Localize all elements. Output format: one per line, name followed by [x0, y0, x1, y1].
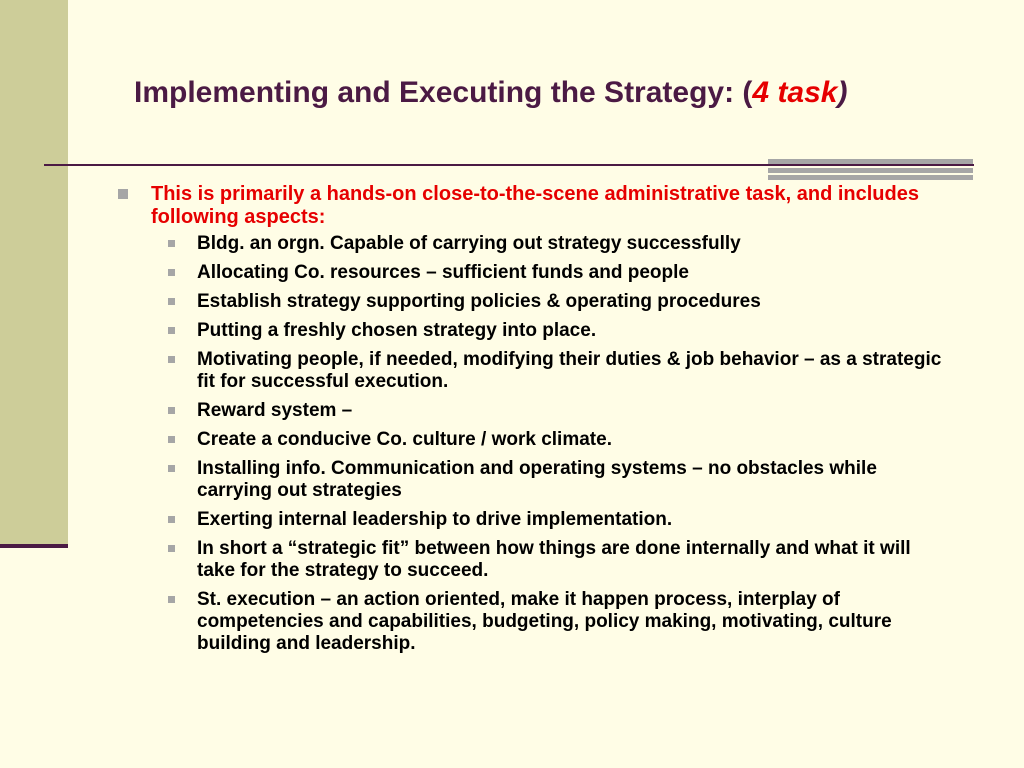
square-bullet-icon	[168, 545, 175, 552]
list-item	[118, 400, 948, 422]
list-item	[118, 589, 948, 655]
list-item-text: Establish strategy supporting policies & operating procedures	[197, 291, 761, 312]
square-bullet-icon	[168, 465, 175, 472]
intro-bullet	[118, 183, 948, 229]
slide-body	[118, 183, 948, 662]
square-bullet-icon	[168, 327, 175, 334]
left-decorative-band	[0, 0, 68, 544]
square-bullet-icon	[168, 240, 175, 247]
intro-text: This is primarily a hands-on close-to-the-scene administrative task, and includes following aspects:	[151, 183, 919, 228]
title-main: Implementing and Executing the Strategy: (	[134, 76, 753, 109]
divider-stripe	[768, 175, 973, 180]
square-bullet-icon	[168, 356, 175, 363]
divider-stripe	[768, 168, 973, 173]
square-bullet-icon	[168, 516, 175, 523]
list-item	[118, 262, 948, 284]
square-bullet-icon	[168, 298, 175, 305]
square-bullet-icon	[168, 596, 175, 603]
list-item	[118, 458, 948, 502]
left-band-underline	[0, 544, 68, 548]
list-item	[118, 429, 948, 451]
list-item	[118, 291, 948, 313]
list-item-text: Putting a freshly chosen strategy into place.	[197, 320, 597, 341]
square-bullet-icon	[168, 269, 175, 276]
title-close: )	[837, 76, 848, 109]
list-item-text: Exerting internal leadership to drive implementation.	[197, 509, 673, 530]
list-item-text: St. execution – an action oriented, make it happen process, interplay of competencies and capabilities, budgeting, policy making, motivating, culture building and leadership.	[197, 589, 892, 654]
square-bullet-icon	[168, 436, 175, 443]
list-item	[118, 509, 948, 531]
list-item	[118, 349, 948, 393]
list-item-text: In short a “strategic fit” between how things are done internally and what it will take for the strategy to succeed.	[197, 538, 911, 581]
square-bullet-icon	[118, 189, 128, 199]
list-item	[118, 538, 948, 582]
list-item-text: Create a conducive Co. culture / work climate.	[197, 429, 612, 450]
aspect-list	[118, 233, 948, 655]
list-item	[118, 320, 948, 342]
divider-stripe	[768, 159, 973, 164]
list-item	[118, 233, 948, 255]
slide-title	[134, 76, 848, 110]
list-item-text: Allocating Co. resources – sufficient funds and people	[197, 262, 689, 283]
list-item-text: Installing info. Communication and operating systems – no obstacles while carrying out strategies	[197, 458, 877, 501]
list-item-text: Reward system –	[197, 400, 353, 421]
title-accent: 4 task	[752, 76, 838, 109]
list-item-text: Motivating people, if needed, modifying their duties & job behavior – as a strategic fit for successful execution.	[197, 349, 942, 392]
title-divider	[44, 164, 974, 166]
square-bullet-icon	[168, 407, 175, 414]
list-item-text: Bldg. an orgn. Capable of carrying out strategy successfully	[197, 233, 741, 254]
